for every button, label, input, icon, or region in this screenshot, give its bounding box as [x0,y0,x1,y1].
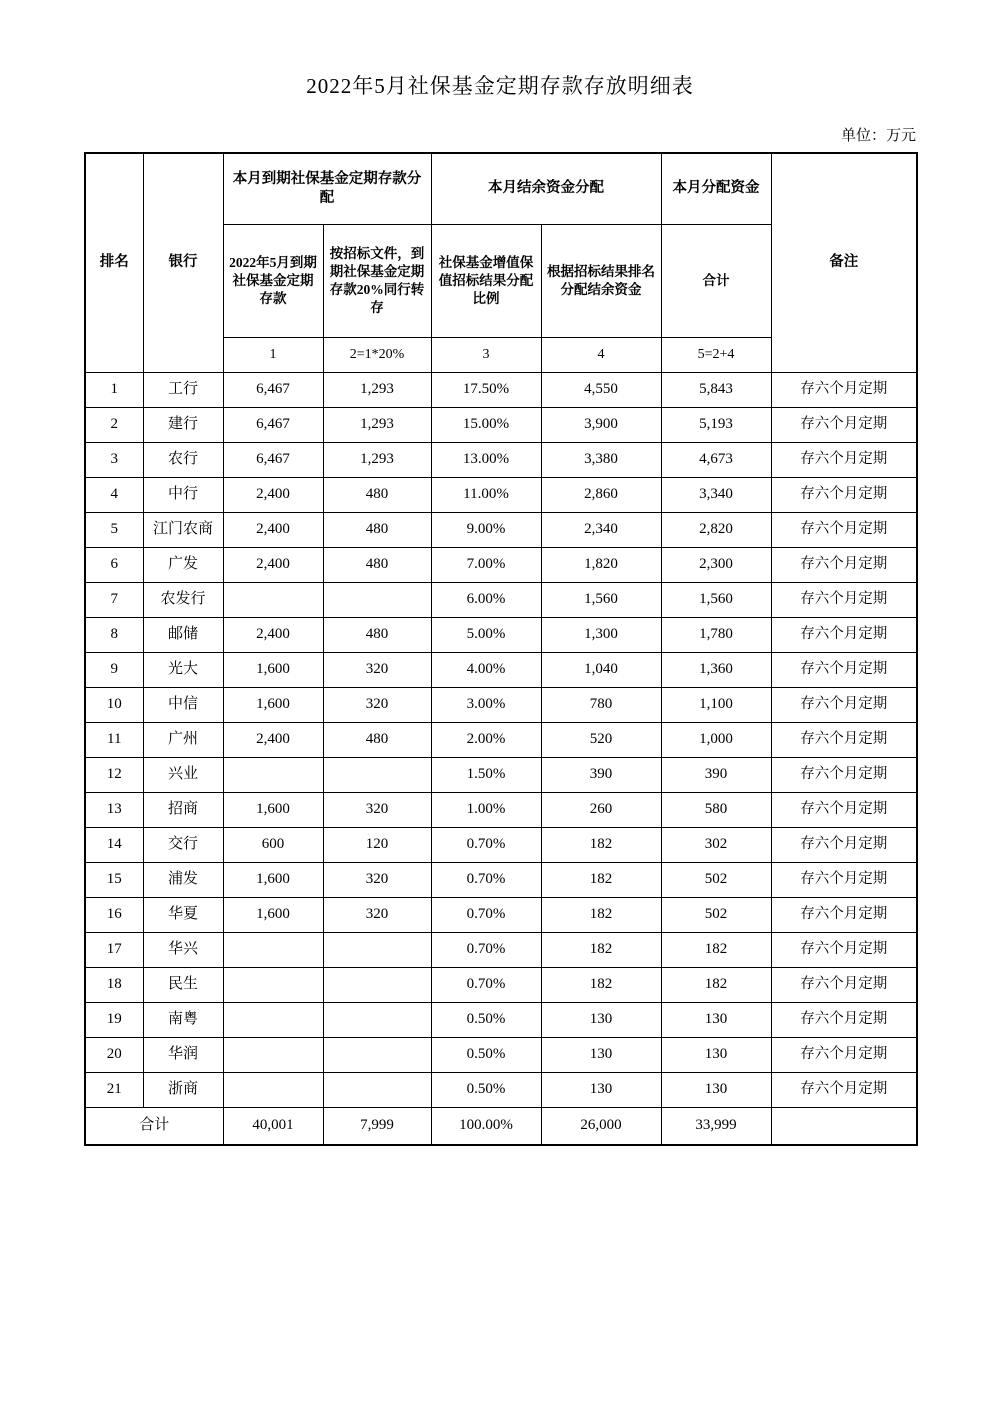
cell-rank: 19 [85,1003,143,1038]
cell-rank: 17 [85,933,143,968]
cell-balance-allocated: 182 [541,898,661,933]
table-row [85,898,917,933]
cell-bank: 广州 [143,723,223,758]
cell-bank: 中信 [143,688,223,723]
table-row [85,583,917,618]
cell-remark: 存六个月定期 [771,373,917,408]
cell-remark: 存六个月定期 [771,898,917,933]
cell-balance-allocated: 260 [541,793,661,828]
cell-allocation-ratio: 9.00% [431,513,541,548]
cell-remark: 存六个月定期 [771,653,917,688]
cell-maturing-deposit: 1,600 [223,688,323,723]
cell-total-allocated: 182 [661,968,771,1003]
cell-rank: 20 [85,1038,143,1073]
cell-allocation-ratio: 0.50% [431,1003,541,1038]
cell-rank: 7 [85,583,143,618]
cell-allocation-ratio: 0.50% [431,1038,541,1073]
cell-transfer-20pct: 1,293 [323,408,431,443]
cell-bank: 中行 [143,478,223,513]
cell-maturing-deposit [223,1073,323,1108]
page-title: 2022年5月社保基金定期存款存放明细表 [306,74,694,98]
cell-remark: 存六个月定期 [771,758,917,793]
cell-balance-allocated: 3,380 [541,443,661,478]
cell-rank: 10 [85,688,143,723]
cell-maturing-deposit [223,933,323,968]
table-row [85,408,917,443]
table-container [0,152,1000,1146]
cell-remark: 存六个月定期 [771,863,917,898]
cell-transfer-20pct: 480 [323,723,431,758]
totals-row [85,1108,917,1146]
totals-allocation-ratio: 100.00% [431,1108,541,1146]
table-row [85,1073,917,1108]
cell-balance-allocated: 4,550 [541,373,661,408]
table-row [85,723,917,758]
cell-balance-allocated: 1,300 [541,618,661,653]
cell-total-allocated: 1,000 [661,723,771,758]
cell-allocation-ratio: 2.00% [431,723,541,758]
cell-total-allocated: 182 [661,933,771,968]
cell-total-allocated: 5,193 [661,408,771,443]
cell-balance-allocated: 1,820 [541,548,661,583]
cell-bank: 光大 [143,653,223,688]
table-row [85,478,917,513]
table-row [85,373,917,408]
cell-maturing-deposit: 2,400 [223,618,323,653]
cell-total-allocated: 502 [661,863,771,898]
cell-bank: 农发行 [143,583,223,618]
table-row [85,1003,917,1038]
cell-total-allocated: 1,360 [661,653,771,688]
cell-transfer-20pct: 320 [323,898,431,933]
cell-total-allocated: 302 [661,828,771,863]
cell-balance-allocated: 130 [541,1038,661,1073]
cell-maturing-deposit [223,1003,323,1038]
totals-total-allocated: 33,999 [661,1108,771,1146]
cell-total-allocated: 2,820 [661,513,771,548]
cell-allocation-ratio: 13.00% [431,443,541,478]
cell-transfer-20pct [323,758,431,793]
header-sub-c1: 2022年5月到期社保基金定期存款 [223,225,323,338]
table-row [85,548,917,583]
cell-total-allocated: 502 [661,898,771,933]
header-group-row [85,153,917,225]
cell-rank: 8 [85,618,143,653]
cell-rank: 4 [85,478,143,513]
cell-bank: 浦发 [143,863,223,898]
cell-remark: 存六个月定期 [771,1038,917,1073]
cell-allocation-ratio: 1.00% [431,793,541,828]
cell-bank: 浙商 [143,1073,223,1108]
cell-transfer-20pct [323,933,431,968]
cell-transfer-20pct: 320 [323,688,431,723]
cell-balance-allocated: 182 [541,968,661,1003]
header-remark: 备注 [771,153,917,373]
cell-remark: 存六个月定期 [771,583,917,618]
cell-allocation-ratio: 0.70% [431,863,541,898]
header-num-c3: 3 [431,338,541,373]
cell-transfer-20pct [323,1038,431,1073]
cell-bank: 兴业 [143,758,223,793]
cell-balance-allocated: 520 [541,723,661,758]
cell-allocation-ratio: 0.50% [431,1073,541,1108]
cell-bank: 建行 [143,408,223,443]
cell-allocation-ratio: 4.00% [431,653,541,688]
cell-rank: 18 [85,968,143,1003]
cell-total-allocated: 1,560 [661,583,771,618]
cell-bank: 华兴 [143,933,223,968]
cell-maturing-deposit: 1,600 [223,793,323,828]
cell-allocation-ratio: 15.00% [431,408,541,443]
cell-transfer-20pct: 320 [323,863,431,898]
cell-rank: 11 [85,723,143,758]
cell-total-allocated: 2,300 [661,548,771,583]
cell-maturing-deposit: 2,400 [223,548,323,583]
cell-transfer-20pct: 1,293 [323,373,431,408]
cell-transfer-20pct [323,583,431,618]
cell-total-allocated: 390 [661,758,771,793]
totals-transfer-20pct: 7,999 [323,1108,431,1146]
cell-allocation-ratio: 0.70% [431,933,541,968]
table-body [85,153,917,1145]
cell-balance-allocated: 2,340 [541,513,661,548]
cell-transfer-20pct: 320 [323,653,431,688]
cell-allocation-ratio: 0.70% [431,828,541,863]
cell-maturing-deposit: 2,400 [223,478,323,513]
cell-rank: 3 [85,443,143,478]
cell-remark: 存六个月定期 [771,548,917,583]
cell-rank: 16 [85,898,143,933]
table-row [85,653,917,688]
cell-total-allocated: 580 [661,793,771,828]
cell-allocation-ratio: 0.70% [431,968,541,1003]
cell-maturing-deposit: 2,400 [223,513,323,548]
cell-total-allocated: 130 [661,1003,771,1038]
cell-balance-allocated: 1,560 [541,583,661,618]
cell-bank: 南粤 [143,1003,223,1038]
cell-balance-allocated: 182 [541,828,661,863]
table-row [85,968,917,1003]
cell-allocation-ratio: 5.00% [431,618,541,653]
table-row [85,793,917,828]
cell-maturing-deposit: 6,467 [223,443,323,478]
cell-remark: 存六个月定期 [771,443,917,478]
cell-allocation-ratio: 11.00% [431,478,541,513]
cell-transfer-20pct [323,1073,431,1108]
cell-remark: 存六个月定期 [771,513,917,548]
totals-remark [771,1108,917,1146]
cell-transfer-20pct [323,968,431,1003]
cell-remark: 存六个月定期 [771,1003,917,1038]
cell-rank: 6 [85,548,143,583]
table-row [85,933,917,968]
header-sub-c2: 按招标文件，到期社保基金定期存款20%同行转存 [323,225,431,338]
header-sub-c3: 社保基金增值保值招标结果分配比例 [431,225,541,338]
header-group-allocated: 本月分配资金 [661,153,771,225]
cell-remark: 存六个月定期 [771,793,917,828]
cell-maturing-deposit: 1,600 [223,863,323,898]
cell-balance-allocated: 130 [541,1003,661,1038]
cell-total-allocated: 130 [661,1073,771,1108]
cell-maturing-deposit [223,583,323,618]
header-bank: 银行 [143,153,223,373]
cell-maturing-deposit: 2,400 [223,723,323,758]
totals-balance-allocated: 26,000 [541,1108,661,1146]
cell-balance-allocated: 1,040 [541,653,661,688]
header-num-c5: 5=2+4 [661,338,771,373]
cell-rank: 15 [85,863,143,898]
cell-transfer-20pct: 480 [323,478,431,513]
cell-rank: 14 [85,828,143,863]
cell-total-allocated: 1,780 [661,618,771,653]
totals-label: 合计 [85,1108,223,1146]
cell-bank: 邮储 [143,618,223,653]
cell-maturing-deposit [223,968,323,1003]
cell-remark: 存六个月定期 [771,1073,917,1108]
totals-maturing-deposit: 40,001 [223,1108,323,1146]
cell-bank: 华润 [143,1038,223,1073]
cell-maturing-deposit: 600 [223,828,323,863]
table-row [85,443,917,478]
cell-allocation-ratio: 6.00% [431,583,541,618]
header-sub-c4: 根据招标结果排名分配结余资金 [541,225,661,338]
cell-allocation-ratio: 3.00% [431,688,541,723]
cell-rank: 21 [85,1073,143,1108]
cell-remark: 存六个月定期 [771,408,917,443]
cell-rank: 2 [85,408,143,443]
cell-total-allocated: 5,843 [661,373,771,408]
cell-allocation-ratio: 7.00% [431,548,541,583]
header-sub-c5: 合计 [661,225,771,338]
cell-balance-allocated: 2,860 [541,478,661,513]
table-row [85,828,917,863]
cell-allocation-ratio: 17.50% [431,373,541,408]
deposit-detail-table [84,152,918,1146]
cell-maturing-deposit: 1,600 [223,653,323,688]
cell-total-allocated: 3,340 [661,478,771,513]
cell-balance-allocated: 780 [541,688,661,723]
cell-transfer-20pct: 320 [323,793,431,828]
cell-bank: 工行 [143,373,223,408]
cell-bank: 交行 [143,828,223,863]
cell-transfer-20pct [323,1003,431,1038]
cell-rank: 12 [85,758,143,793]
cell-remark: 存六个月定期 [771,968,917,1003]
cell-maturing-deposit [223,1038,323,1073]
cell-bank: 招商 [143,793,223,828]
cell-transfer-20pct: 480 [323,548,431,583]
table-row [85,688,917,723]
cell-remark: 存六个月定期 [771,723,917,758]
cell-bank: 农行 [143,443,223,478]
cell-remark: 存六个月定期 [771,478,917,513]
table-row [85,618,917,653]
header-rank: 排名 [85,153,143,373]
cell-balance-allocated: 3,900 [541,408,661,443]
cell-balance-allocated: 182 [541,933,661,968]
cell-maturing-deposit: 6,467 [223,373,323,408]
cell-balance-allocated: 182 [541,863,661,898]
header-num-c1: 1 [223,338,323,373]
header-group-balance: 本月结余资金分配 [431,153,661,225]
cell-allocation-ratio: 0.70% [431,898,541,933]
cell-bank: 华夏 [143,898,223,933]
cell-total-allocated: 1,100 [661,688,771,723]
cell-maturing-deposit: 1,600 [223,898,323,933]
cell-remark: 存六个月定期 [771,618,917,653]
unit-note: 单位：万元 [840,128,916,144]
cell-transfer-20pct: 120 [323,828,431,863]
table-row [85,513,917,548]
header-num-c2: 2=1*20% [323,338,431,373]
header-group-maturing: 本月到期社保基金定期存款分配 [223,153,431,225]
cell-bank: 江门农商 [143,513,223,548]
cell-remark: 存六个月定期 [771,688,917,723]
cell-maturing-deposit: 6,467 [223,408,323,443]
cell-rank: 1 [85,373,143,408]
table-row [85,863,917,898]
cell-transfer-20pct: 480 [323,513,431,548]
table-row [85,758,917,793]
header-num-c4: 4 [541,338,661,373]
cell-remark: 存六个月定期 [771,933,917,968]
cell-maturing-deposit [223,758,323,793]
cell-total-allocated: 130 [661,1038,771,1073]
table-row [85,1038,917,1073]
cell-rank: 9 [85,653,143,688]
cell-balance-allocated: 390 [541,758,661,793]
cell-transfer-20pct: 1,293 [323,443,431,478]
cell-rank: 13 [85,793,143,828]
cell-rank: 5 [85,513,143,548]
cell-remark: 存六个月定期 [771,828,917,863]
cell-bank: 民生 [143,968,223,1003]
cell-total-allocated: 4,673 [661,443,771,478]
cell-transfer-20pct: 480 [323,618,431,653]
cell-allocation-ratio: 1.50% [431,758,541,793]
cell-bank: 广发 [143,548,223,583]
cell-balance-allocated: 130 [541,1073,661,1108]
